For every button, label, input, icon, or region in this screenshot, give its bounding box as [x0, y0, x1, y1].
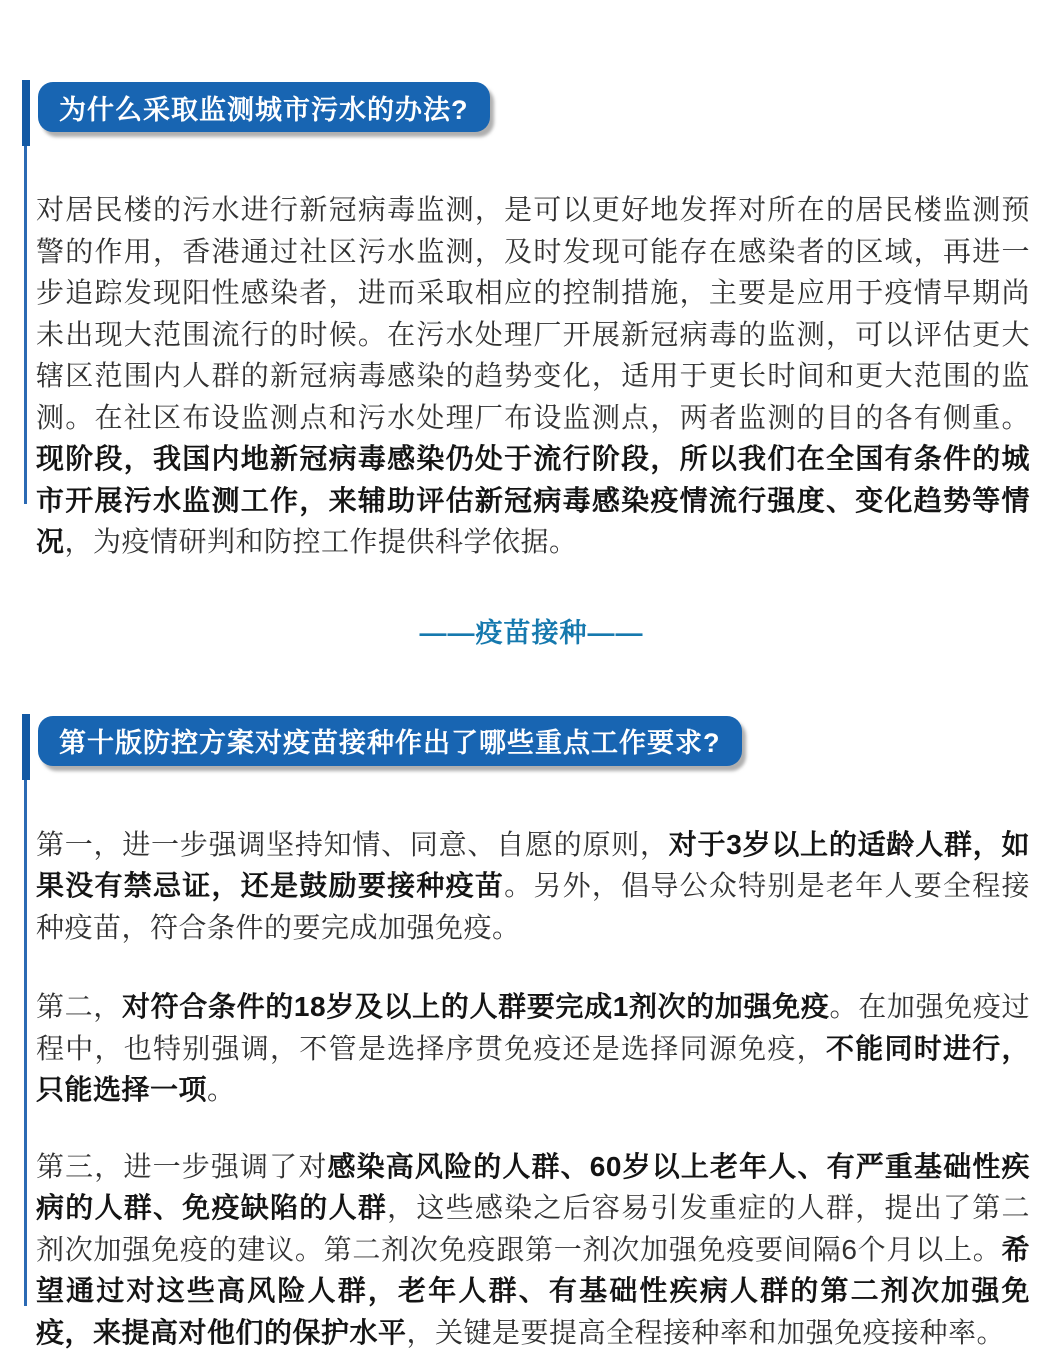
answer-paragraph-third: 第三，进一步强调了对感染高风险的人群、60岁以上老年人、有严重基础性疾病的人群、免疫缺陷的人群，这些感染之后容易引发重症的人群，提出了第二剂次加强免疫的建议。第二剂次免疫跟第一剂次加强免疫要间隔6个月以上。希望通过对这些高风险人群，老年人群、有基础性疾病人群的第二剂次加强免疫，来提高对他们的保护水平，关键是要提高全程接种率和加强免疫接种率。 [36, 1150, 1030, 1348]
question-header-2 [22, 714, 1030, 780]
accent-bar [22, 714, 30, 780]
left-rail-line [24, 778, 27, 1306]
section-vaccination [22, 714, 1030, 1354]
answer-paragraph-wastewater: 对居民楼的污水进行新冠病毒监测，是可以更好地发挥对所在的居民楼监测预警的作用，香港通过社区污水监测，及时发现可能存在感染者的区域，再进一步追踪发现阳性感染者，进而采取相应的控制措施，主要是应用于疫情早期尚未出现大范围流行的时候。在污水处理厂开展新冠病毒的监测，可以评估更大辖区范围内人群的新冠病毒感染的趋势变化，适用于更长时间和更大范围的监测。在社区布设监测点和污水处理厂布设监测点，两者监测的目的各有侧重。现阶段，我国内地新冠病毒感染仍处于流行阶段，所以我们在全国有条件的城市开展污水监测工作，来辅助评估新冠病毒感染疫情流行强度、变化趋势等情况，为疫情研判和防控工作提供科学依据。 [36, 194, 1030, 557]
section-wastewater-monitoring [22, 80, 1030, 563]
left-rail-line [24, 144, 27, 504]
answer-paragraph-second: 第二，对符合条件的18岁及以上的人群要完成1剂次的加强免疫。在加强免疫过程中，也特别强调，不管是选择序贯免疫还是选择同源免疫，不能同时进行，只能选择一项。 [36, 991, 1030, 1105]
answer-paragraph-first: 第一，进一步强调坚持知情、同意、自愿的原则，对于3岁以上的适龄人群，如果没有禁忌证，还是鼓励要接种疫苗。另外，倡导公众特别是老年人要全程接种疫苗，符合条件的要完成加强免疫。 [36, 828, 1030, 943]
question-pill-1: 为什么采取监测城市污水的办法? [38, 82, 490, 132]
section-divider-heading: ——疫苗接种—— [419, 617, 644, 648]
question-pill-2: 第十版防控方案对疫苗接种作出了哪些重点工作要求? [38, 716, 742, 766]
question-header-1 [22, 80, 1030, 146]
accent-bar [22, 80, 30, 146]
